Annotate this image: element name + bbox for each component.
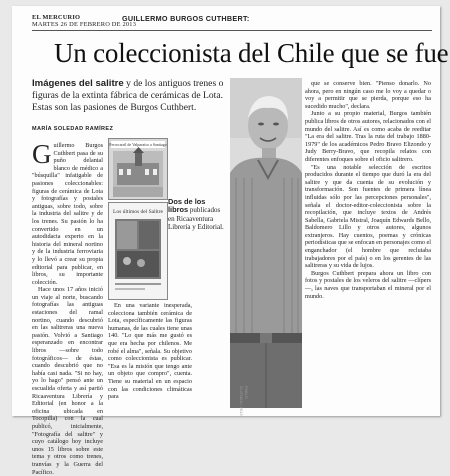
- byline: MARÍA SOLEDAD RAMÍREZ: [32, 126, 114, 132]
- caption-text: publicados en Ricaaventura Librería y Editorial.: [168, 206, 224, 231]
- photo-credit: PABLO GUZMÁN / 2013: [239, 386, 249, 416]
- paragraph: "Es una notable selección de escritos producidos durante el tiempo que duró la era del salitre y que da cuenta de su evolución y transformación. Son fuentes de primera línea influidas sólo por las percepciones personales", señala el doctor-editor-coleccionista sobre la recopilación, que incluye textos de Andrés Sabella, Gabriela Mistral, Joaquín Edwards Bello, Baldomero Lillo y otros autores, algunos extranjeros. Hay cuentos, poemas y crónicas periodísticas que se enfocan en personajes como el enganchador (el hombre que reclutaba trabajadores por el país) o en los gerentes de las salitreras y su vida de lujos.: [305, 163, 431, 270]
- paragraph: Burgos Cuthbert prepara ahora un libro con fotos y postales de los veleros del salitre —clípers—, las naves que transportaban el mineral por el mundo.: [305, 269, 431, 300]
- newspaper-name: EL MERCURIO: [32, 14, 81, 21]
- book-cover-train: [108, 138, 168, 200]
- article-column-3: [305, 80, 431, 410]
- paragraph: Junto a su propio material, Burgos también publica libros de otros autores, relacionados con el mundo del salitre. Así es como acaba de reeditar "La era del salitre. Tras la ruta del trabajo 1880-1979" de los académicos Pedro Bravo Elizondo y Judy Berry-Bravo, que recopila relatos con diferentes enfoques sobre el oficio salitrero.: [305, 110, 431, 163]
- paragraph: que se conserve bien. "Pienso donarlo. No ahora, pero en ningún caso me lo voy a quedar o voy a permitir que se pierda, porque eso ha sucedido mucho", declara.: [305, 80, 431, 110]
- article-column-1: [32, 139, 103, 476]
- article-column-2: [108, 302, 192, 410]
- newspaper-page: [12, 6, 449, 476]
- paragraph: Hace unos 17 años inició un viaje al norte, buscando fotografías las antiguas estaciones del ramal nortino, cuando descubrió en las salitreras una nueva pasión. Volvió a Santiago esperanzado en encontrar libros —sobre todo fotográficos— de éstas, cuando descubrió que no había casi nada. "Si no hay, yo lo hago" pensó ante un escualida oferta y así partió Ricaaventura Librería y Editorial (en honor a la oficina ubicada en Tocopilla) con la cual publicó, inicialmente, "Fotografía del salitre" y cuyo catálogo hoy incluye unos 15 libros sobre este tema y otros como trenes, tranvías y la Guerra del Pacífico.: [32, 286, 103, 476]
- photo-caption: [168, 198, 224, 231]
- masthead: [32, 14, 136, 28]
- drop-cap: G: [32, 139, 52, 169]
- cover-title: Ferrocarril de Valparaíso a Santiago: [109, 142, 167, 147]
- section-kicker: GUILLERMO BURGOS CUTHBERT:: [122, 14, 250, 23]
- lede-bold: Imágenes del salitre: [32, 78, 124, 89]
- portrait-photo: [230, 78, 302, 408]
- issue-date: MARTES 26 DE FEBRERO DE 2013: [32, 21, 137, 28]
- headline: Un coleccionista del Chile que se fue: [54, 38, 449, 68]
- cover-title: Los últimos del Salitre: [113, 209, 163, 215]
- man-portrait-image: [230, 78, 302, 408]
- paragraph: [32, 139, 103, 286]
- header-rule: [32, 30, 432, 31]
- lede: [32, 78, 227, 114]
- book-cover-salitre: [108, 202, 168, 300]
- salitre-book-cover: [109, 203, 167, 299]
- paragraph: En una variante inesperada, colecciona también cerámica de Lota, específicamente las figuras humanas, de las cuales tiene unas 140. "Lo que más me gustó es que era hecha por chilenos. Me robé el alma", señala. Su objetivo como coleccionista es publicar. "Esa es la misión que tengo ante un objeto que compro", cuenta. Tiene su material en un espacio con las condiciones climáticas para: [108, 302, 192, 401]
- caption-bold: Dos de los libros: [168, 197, 206, 215]
- lede-text: y de los antiguos trenes o figuras de la extinta fábrica de cerámicas de Lota. Estas son las pasiones de Burgos Cuthbert.: [32, 78, 224, 113]
- paragraph-text: uillermo Burgos Cuthbert pasa de su puño delantal blanco de médico a "búsquilla" infatigable de pasiones coleccionables: figuras de cerámica de Lota y fotografías y postales antiguas, sobre todo, sobre la industria del salitre y de los trenes. Su pasión lo ha convertido en un autodidacta experto en la historia del mineral nortino y de la industria ferroviaria y lo llevó a crear su propia editorial para publicar, en libros, su importante colección.: [32, 142, 103, 286]
- train-station-photo: [109, 139, 167, 199]
